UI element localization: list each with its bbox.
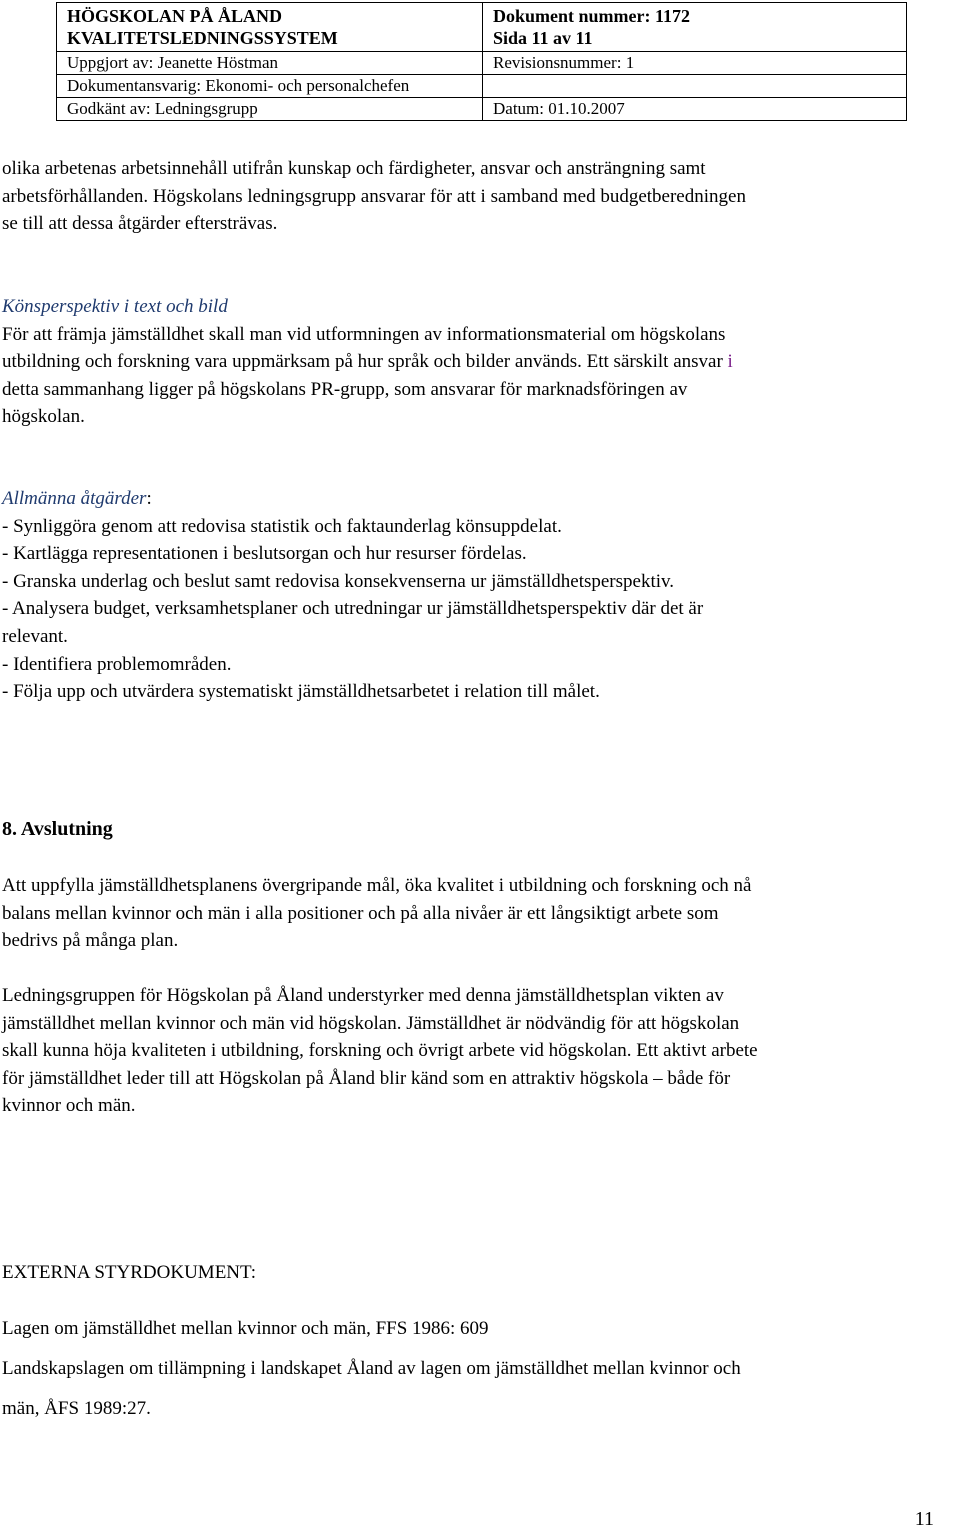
- external-doc-1: Lagen om jämställdhet mellan kvinnor och män, FFS 1986: 609: [2, 1318, 489, 1339]
- gender-perspective-heading: Könsperspektiv i text och bild: [2, 296, 228, 317]
- document-responsible: Dokumentansvarig: Ekonomi- och personalchefen: [57, 75, 483, 98]
- external-doc-2: Landskapslagen om tillämpning i landskapet Åland av lagen om jämställdhet mellan kvinnor och män, ÅFS 1989:27.: [2, 1358, 741, 1419]
- document-number: Dokument nummer: 1172: [493, 6, 690, 26]
- list-item: - Identifiera problemområden.: [2, 653, 232, 675]
- intro-paragraph: olika arbetenas arbetsinnehåll utifrån kunskap och färdigheter, ansvar och ansträngning samt arbetsförhållanden. Högskolans ledningsgrupp ansvarar för att i samband med budgetberedningen se till att dessa åtgärder eftersträvas.: [2, 158, 746, 235]
- conclusion-paragraph-1: Att uppfylla jämställdhetsplanens övergripande mål, öka kvalitet i utbildning och forskning och nå balans mellan kvinnor och män i alla positioner och på alla nivåer är ett långsiktigt arbete som bedrivs på många plan.: [2, 875, 752, 952]
- document-header: [56, 2, 907, 121]
- list-item: - Analysera budget, verksamhetsplaner och utredningar ur jämställdhetsperspektiv där det är: [2, 598, 704, 620]
- system-name: KVALITETSLEDNINGSSYSTEM: [67, 28, 338, 48]
- general-measures-heading: Allmänna åtgärder: [2, 488, 147, 509]
- gender-perspective-section: Könsperspektiv i text och bild För att främja jämställdhet skall man vid utformningen av informationsmaterial om högskolans utbildning och forskning vara uppmärksam på hur språk och bilder används. Ett särskilt ansvar i detta sammanhang ligger på högskolans PR-grupp, som ansvarar för marknadsföringen av högskolan.: [2, 293, 952, 431]
- prepared-by: Uppgjort av: Jeanette Höstman: [57, 52, 483, 75]
- section-heading-conclusion: 8. Avslutning: [2, 818, 113, 840]
- org-name: HÖGSKOLAN PÅ ÅLAND: [67, 6, 283, 26]
- general-measures-section: Allmänna åtgärder: - Synliggöra genom att redovisa statistik och faktaunderlag könsuppdelat. - Kartlägga representationen i beslutsorgan och hur resurser fördelas. - Granska underlag och beslut samt redovisa konsekvenserna ur jämställdhetsperspektiv. - Analysera budget, verksamhetsplaner och utredningar ur jämställdhetsperspektiv där det är relevant. - Identifiera problemområden. - Följa upp och utvärdera systematiskt jämställdhetsarbetet i relation till målet.: [2, 485, 952, 706]
- page-indicator: Sida 11 av 11: [493, 28, 593, 48]
- list-item: - Kartlägga representationen i beslutsorgan och hur resurser fördelas.: [2, 543, 527, 565]
- list-item: - Granska underlag och beslut samt redovisa konsekvenserna ur jämställdhetsperspektiv.: [2, 570, 675, 592]
- conclusion-paragraph-2: Ledningsgruppen för Högskolan på Åland understyrker med denna jämställdhetsplan vikten av jämställdhet mellan kvinnor och män vid högskolan. Jämställdhet är nödvändig för att högskolan skall kunna höja kvaliteten i utbildning, forskning och övrigt arbete vid högskolan. Ett aktivt arbete för jämställdhet leder till att Högskolan på Åland blir känd som en attraktiv högskola – både för kvinnor och män.: [2, 985, 758, 1117]
- external-docs-heading: EXTERNA STYRDOKUMENT:: [2, 1262, 256, 1283]
- page-number: 11: [914, 1508, 934, 1530]
- approved-by: Godkänt av: Ledningsgrupp: [57, 98, 483, 121]
- list-item: - Synliggöra genom att redovisa statistik och faktaunderlag könsuppdelat.: [2, 515, 562, 537]
- list-item: relevant.: [2, 625, 68, 647]
- document-date: Datum: 01.10.2007: [483, 98, 907, 121]
- list-item: - Följa upp och utvärdera systematiskt jämställdhetsarbetet i relation till målet.: [2, 681, 600, 703]
- revision-number: Revisionsnummer: 1: [483, 52, 907, 75]
